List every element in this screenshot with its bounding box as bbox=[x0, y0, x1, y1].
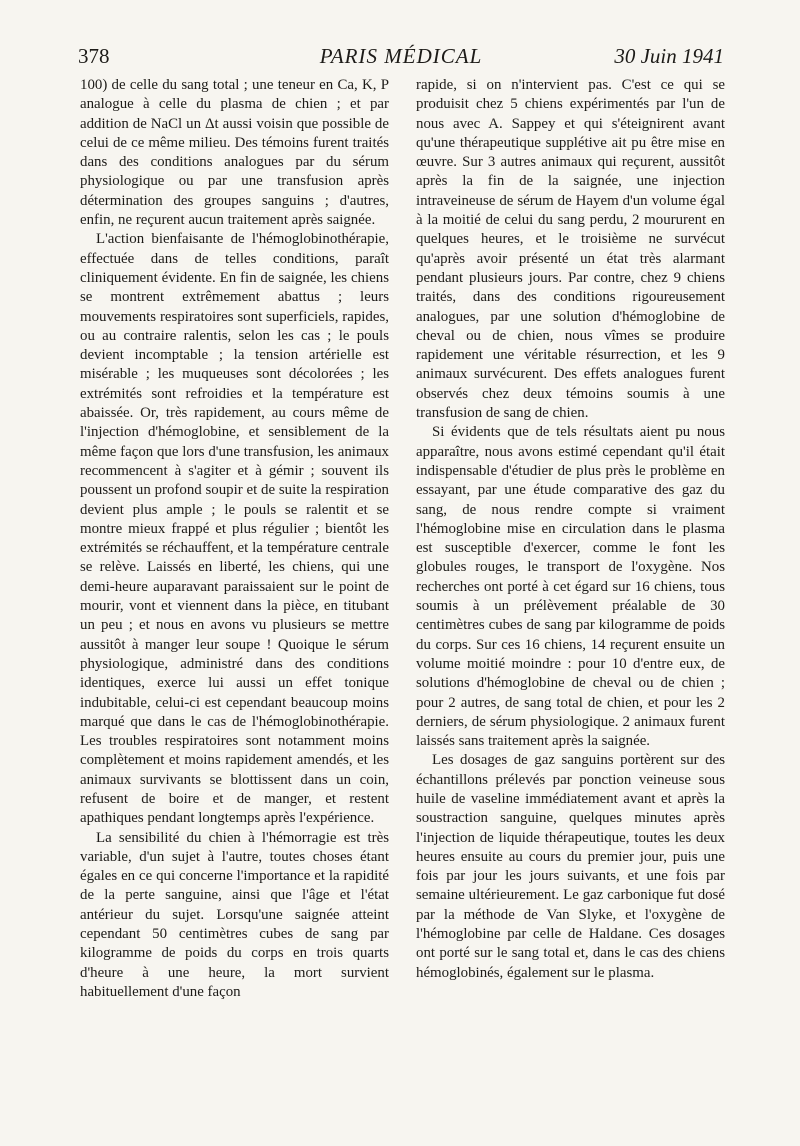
paragraph: Les dosages de gaz sanguins portèrent sur des échantillons prélevés par ponction veineuse sous huile de vaseline immédiatement avant et après la soustraction sanguine, quelques minutes après l'injection de liquide thérapeutique, toutes les deux heures ensuite au cours du premier jour, puis une fois par jour les jours suivants, et une fois par semaine ultérieurement. Le gaz carbonique fut dosé par la méthode de Van Slyke, et l'oxygène de l'hémoglobine par celle de Haldane. Ces dosages ont porté sur le sang total et, dans le cas des chiens hémoglobinés, également sur le plasma. bbox=[416, 752, 725, 981]
paragraph: La sensibilité du chien à l'hémorragie est très variable, d'un sujet à l'autre, toutes choses étant égales en ce qui concerne l'importance et la rapidité de la perte sanguine, ainsi que l'âge et l'état antérieur du sujet. Lorsqu'une saignée atteint cependant 50 centimètres cubes de sang par kilogramme de poids du corps en trois quarts d'heure à une heure, la mort survient habituellement d'une façon bbox=[80, 829, 389, 1000]
paragraph: rapide, si on n'intervient pas. C'est ce qui se produisit chez 5 chiens expérimentés par l'un de nous avec A. Sappey et qui s'éteignirent avant qu'une thérapeutique supplétive ait pu être mise en œuvre. Sur 3 autres animaux qui reçurent, aussitôt après la fin de la saignée, une injection intraveineuse de sérum de Hayem d'un volume égal à la moitié de celui du sang perdu, 2 moururent en quelques heures, et le troisième ne survécut qu'après avoir présenté un état très alarmant pendant plusieurs jours. Par contre, chez 9 chiens traités, dans des conditions rigoureusement analogues, par une solution d'hémoglobine de cheval ou de chien, nous vîmes se produire rapidement une véritable résurrection, et les 9 animaux survécurent. Des effets analogues furent observés chez deux témoins soumis à une transfusion de sang de chien. bbox=[416, 77, 725, 422]
left-column bbox=[80, 76, 389, 1002]
right-column bbox=[416, 76, 725, 983]
page-header bbox=[78, 44, 724, 80]
running-title: PARIS MÉDICAL bbox=[319, 44, 483, 68]
page-number: 378 bbox=[78, 44, 110, 68]
paragraph: L'action bienfaisante de l'hémoglobinothérapie, effectuée dans de telles conditions, paraît cliniquement évidente. En fin de saignée, les chiens se montrent extrêmement abattus ; leurs mouvements respiratoires sont superficiels, rapides, ou au contraire ralentis, selon les cas ; le pouls devient incomptable ; la tension artérielle est misérable ; les muqueuses sont décolorées ; les extrémités sont refroidies et la température est abaissée. Or, très rapidement, au cours même de l'injection d'hémoglobine, et sensiblement de la même façon que lors d'une transfusion, les animaux recommencent à s'agiter et à gémir ; souvent ils poussent un profond soupir et de suite la respiration devient plus ample ; le pouls se ralentit et se montre mieux frappé et plus régulier ; bientôt les extrémités se réchauffent, et la température centrale se relève. Laissés en liberté, les chiens, qui une demi-heure auparavant paraissaient sur le point de mourir, vont et viennent dans la pièce, en titubant un peu ; et nous en avons vu plusieurs se mettre aussitôt à manger leur soupe ! Quoique le sérum physiologique, administré dans des conditions identiques, exerce lui aussi un effet tonique indubitable, celui-ci est cependant beaucoup moins marqué que dans le cas de l'hémoglobinothérapie. Les troubles respiratoires sont notamment moins complètement et moins rapidement amendés, et les animaux survivants se blottissent dans un coin, refusent de boire et de manger, et restent apathiques pendant longtemps après l'expérience. bbox=[80, 231, 389, 827]
paragraph: Si évidents que de tels résultats aient pu nous apparaître, nous avons estimé cependant qu'il était indispensable d'étudier de plus près le problème en essayant, par une étude comparative des gaz du sang, de nous rendre compte si vraiment l'hémoglobine mise en circulation dans le plasma est susceptible d'exercer, comme le font les globules rouges, le transport de l'oxygène. Nos recherches ont porté à cet égard sur 16 chiens, tous soumis à un prélèvement préalable de 30 centimètres cubes de sang par kilogramme de poids du corps. Sur ces 16 chiens, 14 reçurent ensuite un volume moitié moindre : pour 10 d'entre eux, de solutions d'hémoglobine de cheval ou de chien ; pour 2 autres, de sang total de chien, et pour les 2 derniers, de sérum physiologique. 2 animaux furent laissés sans traitement après la saignée. bbox=[416, 424, 725, 750]
issue-date: 30 Juin 1941 bbox=[614, 44, 724, 68]
paragraph: 100) de celle du sang total ; une teneur en Ca, K, P analogue à celle du plasma de chien ; et par addition de NaCl un Δt aussi voisin que possible de celui de ce même milieu. Des témoins furent traités dans des conditions analogues par du sérum physiologique ou par une transfusion après détermination des groupes sanguins ; d'autres, enfin, ne reçurent aucun traitement après saignée. bbox=[80, 77, 389, 229]
